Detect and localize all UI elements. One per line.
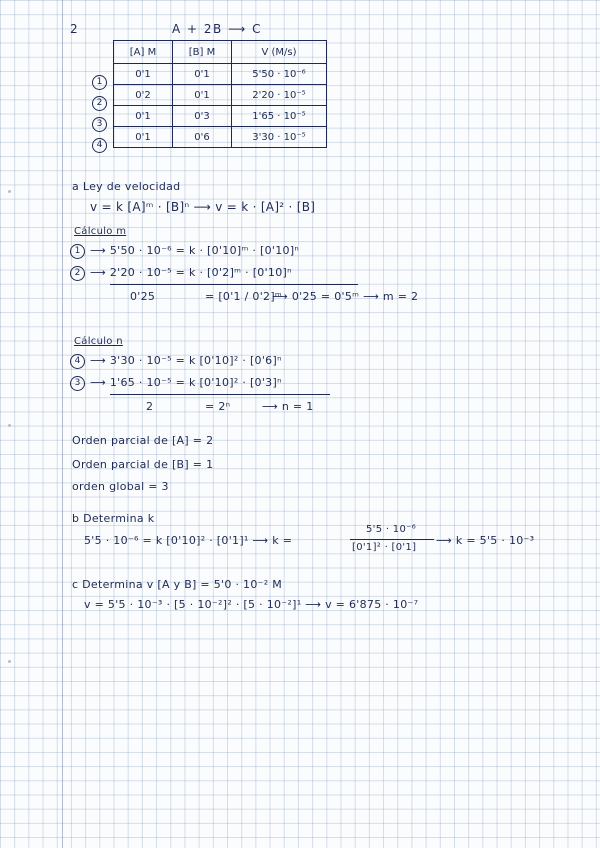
- n-result: ⟶ n = 1: [262, 400, 314, 413]
- table-cell: 0'1: [114, 127, 173, 148]
- section-heading-b: b Determina k: [72, 512, 155, 525]
- k-fraction-denominator: [0'1]² · [0'1]: [352, 542, 417, 553]
- column-header: [B] M: [173, 41, 232, 64]
- row-reference: 3: [70, 376, 85, 391]
- subheading-calc-n: Cálculo n: [74, 336, 123, 347]
- m-result-fraction: = [0'1 / 0'2]ᵐ: [205, 290, 283, 303]
- table-cell: 0'1: [114, 64, 173, 85]
- division-line: [110, 284, 358, 285]
- table-cell: 2'20 · 10⁻⁵: [232, 85, 327, 106]
- partial-order-b: Orden parcial de [B] = 1: [72, 458, 214, 471]
- section-heading-c: c Determina v [A y B] = 5'0 · 10⁻² M: [72, 578, 283, 591]
- fraction-bar: [350, 539, 434, 540]
- section-heading-a: a Ley de velocidad: [72, 180, 181, 193]
- table-row: [114, 85, 327, 106]
- row-number: 2: [92, 96, 107, 111]
- punch-hole: [8, 190, 11, 193]
- equation-m-2: ⟶ 2'20 · 10⁻⁵ = k · [0'2]ᵐ · [0'10]ⁿ: [90, 266, 292, 279]
- table-cell: 0'3: [173, 106, 232, 127]
- punch-hole: [8, 424, 11, 427]
- table-cell: 0'6: [173, 127, 232, 148]
- row-number: 1: [92, 75, 107, 90]
- table-header-row: [114, 41, 327, 64]
- m-result-left: 0'25: [130, 290, 156, 303]
- punch-hole: [8, 660, 11, 663]
- table-cell: 1'65 · 10⁻⁵: [232, 106, 327, 127]
- reaction-equation: A + 2B ⟶ C: [172, 22, 262, 36]
- row-number: 3: [92, 117, 107, 132]
- table-row: [114, 64, 327, 85]
- margin-line: [62, 0, 63, 848]
- table-cell: 5'50 · 10⁻⁶: [232, 64, 327, 85]
- table-cell: 3'30 · 10⁻⁵: [232, 127, 327, 148]
- equation-n-1: ⟶ 3'30 · 10⁻⁵ = k [0'10]² · [0'6]ⁿ: [90, 354, 282, 367]
- column-header: V (M/s): [232, 41, 327, 64]
- n-result-mid: = 2ⁿ: [205, 400, 231, 413]
- row-reference: 4: [70, 354, 85, 369]
- subheading-calc-m: Cálculo m: [74, 226, 127, 237]
- equation-m-1: ⟶ 5'50 · 10⁻⁶ = k · [0'10]ᵐ · [0'10]ⁿ: [90, 244, 300, 257]
- table-cell: 0'1: [114, 106, 173, 127]
- equation-n-2: ⟶ 1'65 · 10⁻⁵ = k [0'10]² · [0'3]ⁿ: [90, 376, 282, 389]
- row-number: 4: [92, 138, 107, 153]
- table-row: [114, 106, 327, 127]
- rate-law: v = k [A]ᵐ · [B]ⁿ ⟶ v = k · [A]² · [B]: [90, 200, 316, 214]
- partial-order-a: Orden parcial de [A] = 2: [72, 434, 214, 447]
- page-number: 2: [70, 22, 80, 36]
- m-result: ⟶ 0'25 = 0'5ᵐ ⟶ m = 2: [272, 290, 419, 303]
- table-cell: 0'2: [114, 85, 173, 106]
- row-reference: 2: [70, 266, 85, 281]
- column-header: [A] M: [114, 41, 173, 64]
- data-table: [113, 40, 327, 148]
- k-result: ⟶ k = 5'5 · 10⁻³: [436, 534, 535, 547]
- table-row: [114, 127, 327, 148]
- n-result-left: 2: [146, 400, 154, 413]
- k-fraction-numerator: 5'5 · 10⁻⁶: [366, 524, 417, 535]
- table-cell: 0'1: [173, 64, 232, 85]
- division-line: [110, 394, 330, 395]
- k-equation: 5'5 · 10⁻⁶ = k [0'10]² · [0'1]¹ ⟶ k =: [84, 534, 293, 547]
- table-cell: 0'1: [173, 85, 232, 106]
- global-order: orden global = 3: [72, 480, 169, 493]
- row-reference: 1: [70, 244, 85, 259]
- v-equation: v = 5'5 · 10⁻³ · [5 · 10⁻²]² · [5 · 10⁻²]¹ ⟶ v = 6'875 · 10⁻⁷: [84, 598, 419, 611]
